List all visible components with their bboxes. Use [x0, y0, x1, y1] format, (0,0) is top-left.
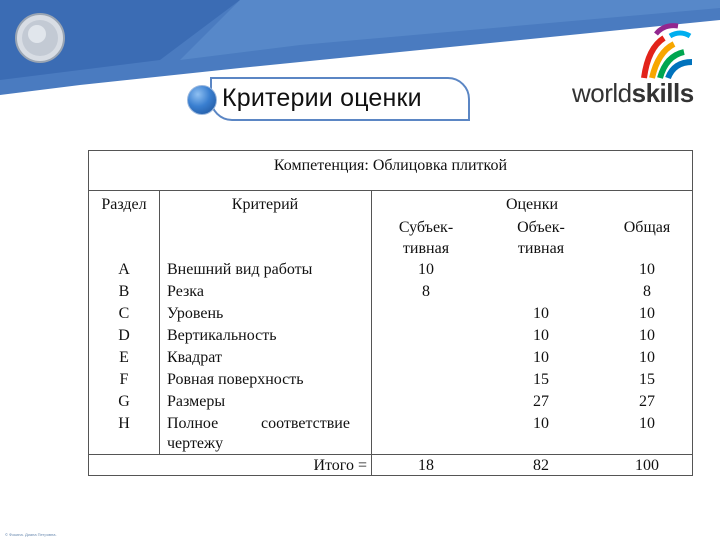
- row-total: 27: [639, 393, 655, 410]
- row-total: 10: [639, 261, 655, 278]
- row-total: 15: [639, 371, 655, 388]
- divider: [159, 190, 160, 455]
- row-code: D: [118, 327, 130, 344]
- row-criterion: Ровная поверхность: [167, 371, 304, 388]
- row-criterion: Размеры: [167, 393, 226, 410]
- totals-objective: 82: [533, 457, 549, 474]
- title-bullet-icon: [187, 85, 217, 115]
- row-criterion: Уровень: [167, 305, 224, 322]
- row-total: 8: [643, 283, 651, 300]
- totals-label: Итого =: [313, 457, 367, 474]
- row-total: 10: [639, 349, 655, 366]
- row-objective: 27: [533, 393, 549, 410]
- criteria-table: [88, 150, 693, 476]
- row-objective: 10: [533, 349, 549, 366]
- row-objective: 10: [533, 415, 549, 432]
- header-section: Раздел: [101, 196, 147, 213]
- row-criterion: Квадрат: [167, 349, 222, 366]
- header-subjective-1: Субъек-: [398, 219, 454, 236]
- header-objective-1: Объек-: [517, 219, 565, 236]
- row-total: 10: [639, 327, 655, 344]
- row-objective: 15: [533, 371, 549, 388]
- worldskills-logo: worldskills: [572, 78, 694, 108]
- row-criterion: Внешний вид работы: [167, 261, 313, 278]
- slide-title: Критерии оценки: [222, 84, 422, 112]
- row-code: H: [118, 415, 130, 432]
- row-subjective: 8: [422, 283, 430, 300]
- row-code: G: [118, 393, 130, 410]
- row-code: A: [118, 261, 130, 278]
- row-criterion: Вертикальность: [167, 327, 277, 344]
- totals-total: 100: [635, 457, 659, 474]
- row-total: 10: [639, 305, 655, 322]
- header-total: Общая: [623, 219, 671, 236]
- competence-heading: Компетенция: Облицовка плиткой: [273, 157, 508, 174]
- row-total: 10: [639, 415, 655, 432]
- row-code: F: [119, 371, 129, 388]
- row-subjective: 10: [418, 261, 434, 278]
- row-code: E: [119, 349, 129, 366]
- row-objective: 10: [533, 327, 549, 344]
- worldskills-logo-icon: [634, 18, 696, 80]
- header-subjective-2: тивная: [402, 240, 450, 257]
- footer-credit: © Фокина. Диана Петровна.: [5, 532, 57, 537]
- divider: [89, 190, 692, 191]
- header-criterion: Критерий: [231, 196, 299, 213]
- row-criterion-part: соответствие: [261, 415, 350, 432]
- row-code: B: [118, 283, 130, 300]
- totals-subjective: 18: [418, 457, 434, 474]
- row-code: C: [118, 305, 130, 322]
- header-scores: Оценки: [505, 196, 559, 213]
- row-objective: 10: [533, 305, 549, 322]
- divider: [89, 454, 692, 455]
- header-objective-2: тивная: [517, 240, 565, 257]
- row-criterion: Резка: [167, 283, 204, 300]
- row-criterion-part: чертежу: [167, 435, 224, 452]
- row-criterion-part: Полное: [167, 415, 219, 432]
